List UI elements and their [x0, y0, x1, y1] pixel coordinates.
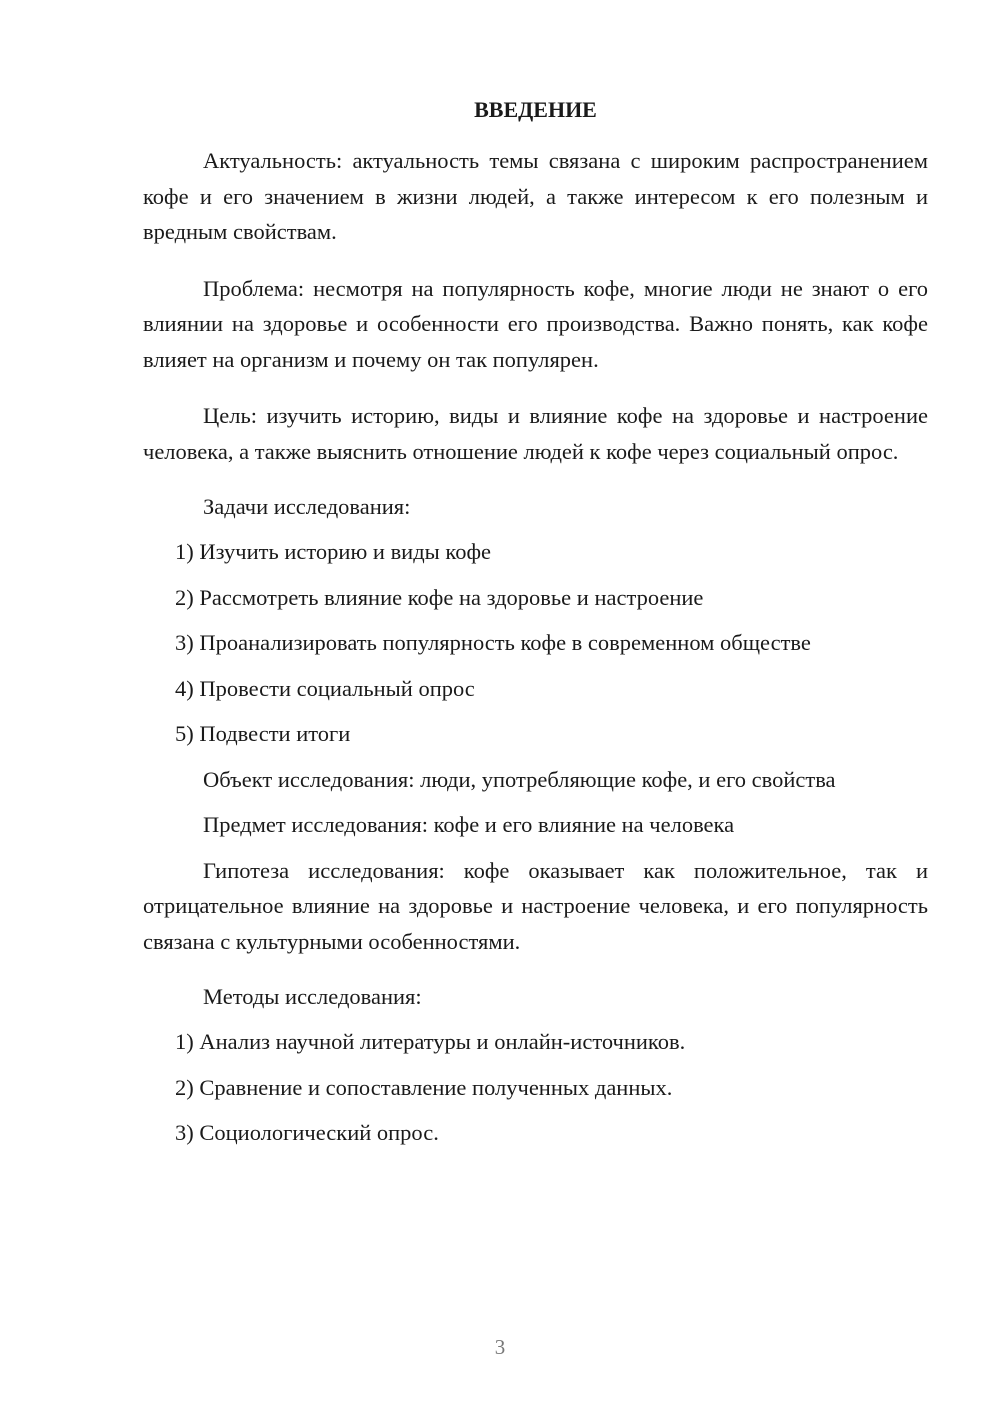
task-item: 5) Подвести итоги	[175, 721, 351, 746]
tasks-heading: Задачи исследования:	[203, 494, 411, 519]
method-item: 3) Социологический опрос.	[175, 1120, 439, 1145]
methods-heading: Методы исследования:	[203, 984, 422, 1009]
page-title: ВВЕДЕНИЕ	[474, 97, 597, 122]
relevance-paragraph: Актуальность: актуальность темы связана с широким распространением кофе и его значением в жизни людей, а также интересом к его полезным и вредным свойствам.	[143, 148, 928, 244]
method-item: 1) Анализ научной литературы и онлайн-источников.	[175, 1029, 686, 1054]
problem-paragraph: Проблема: несмотря на популярность кофе, многие люди не знают о его влиянии на здоровье и особенности его производства. Важно понять, как кофе влияет на организм и почему он так популярен.	[143, 275, 928, 372]
page-number: 3	[494, 1335, 506, 1359]
page-content	[143, 94, 928, 1162]
task-item: 2) Рассмотреть влияние кофе на здоровье и настроение	[175, 584, 704, 610]
task-item: 4) Провести социальный опрос	[175, 675, 475, 701]
tasks-list	[143, 535, 928, 750]
task-item: 1) Изучить историю и виды кофе	[175, 539, 492, 564]
method-item: 2) Сравнение и сопоставление полученных данных.	[175, 1074, 673, 1100]
methods-list	[143, 1025, 928, 1149]
task-item: 3) Проанализировать популярность кофе в современном обществе	[175, 630, 811, 655]
subject-paragraph: Предмет исследования: кофе и его влияние на человека	[203, 811, 735, 837]
object-paragraph: Объект исследования: люди, употребляющие кофе, и его свойства	[203, 766, 836, 792]
goal-paragraph: Цель: изучить историю, виды и влияние кофе на здоровье и настроение человека, а также выяснить отношение людей к кофе через социальный опрос.	[143, 403, 928, 464]
hypothesis-paragraph: Гипотеза исследования: кофе оказывает как положительное, так и отрицательное влияние на здоровье и настроение человека, и его популярность связана с культурными особенностями.	[143, 857, 928, 954]
